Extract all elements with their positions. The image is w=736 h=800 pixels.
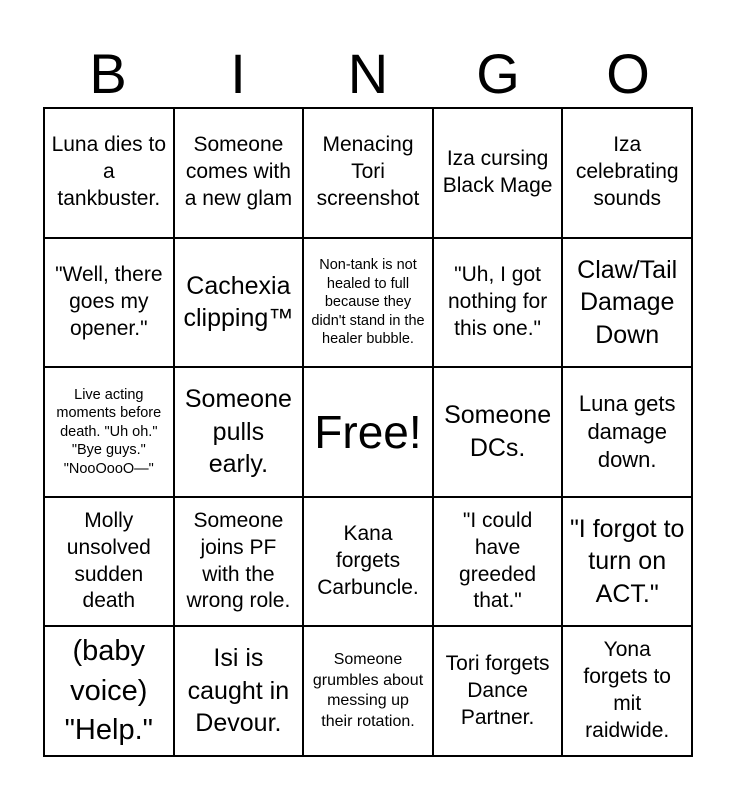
header-letter-n: N (347, 42, 389, 105)
bingo-cell-r0-c3[interactable]: Iza cursing Black Mage (433, 108, 563, 238)
bingo-cell-r1-c0[interactable]: "Well, there goes my opener." (44, 238, 174, 368)
header-letter-o: O (606, 42, 650, 105)
bingo-cell-r4-c1[interactable]: Isi is caught in Devour. (174, 626, 304, 756)
bingo-cell-r2-c3[interactable]: Someone DCs. (433, 367, 563, 497)
bingo-cell-r4-c3[interactable]: Tori forgets Dance Partner. (433, 626, 563, 756)
header-letter-i: I (230, 42, 246, 105)
bingo-cell-r1-c1[interactable]: Cachexia clipping™ (174, 238, 304, 368)
header-letter-g: G (476, 42, 520, 105)
bingo-cell-r0-c2[interactable]: Menacing Tori screenshot (303, 108, 433, 238)
bingo-cell-r0-c1[interactable]: Someone comes with a new glam (174, 108, 304, 238)
bingo-cell-free[interactable]: Free! (303, 367, 433, 497)
bingo-cell-r2-c4[interactable]: Luna gets damage down. (562, 367, 692, 497)
bingo-cell-r2-c1[interactable]: Someone pulls early. (174, 367, 304, 497)
bingo-cell-r3-c3[interactable]: "I could have greeded that." (433, 497, 563, 627)
bingo-header (43, 40, 693, 108)
bingo-cell-r2-c0[interactable]: Live acting moments before death. "Uh oh." "Bye guys." "NooOooO—" (44, 367, 174, 497)
bingo-cell-r0-c0[interactable]: Luna dies to a tankbuster. (44, 108, 174, 238)
bingo-cell-r1-c4[interactable]: Claw/Tail Damage Down (562, 238, 692, 368)
bingo-cell-r4-c4[interactable]: Yona forgets to mit raidwide. (562, 626, 692, 756)
bingo-cell-r3-c4[interactable]: "I forgot to turn on ACT." (562, 497, 692, 627)
bingo-cell-r3-c0[interactable]: Molly unsolved sudden death (44, 497, 174, 627)
bingo-cell-r4-c2[interactable]: Someone grumbles about messing up their rotation. (303, 626, 433, 756)
bingo-cell-r0-c4[interactable]: Iza celebrating sounds (562, 108, 692, 238)
bingo-cell-r1-c3[interactable]: "Uh, I got nothing for this one." (433, 238, 563, 368)
bingo-cell-r3-c1[interactable]: Someone joins PF with the wrong role. (174, 497, 304, 627)
bingo-cell-r4-c0[interactable]: (baby voice) "Help." (44, 626, 174, 756)
bingo-cell-r1-c2[interactable]: Non-tank is not healed to full because they didn't stand in the healer bubble. (303, 238, 433, 368)
header-letter-b: B (89, 42, 127, 105)
bingo-grid (43, 107, 693, 757)
bingo-cell-r3-c2[interactable]: Kana forgets Carbuncle. (303, 497, 433, 627)
